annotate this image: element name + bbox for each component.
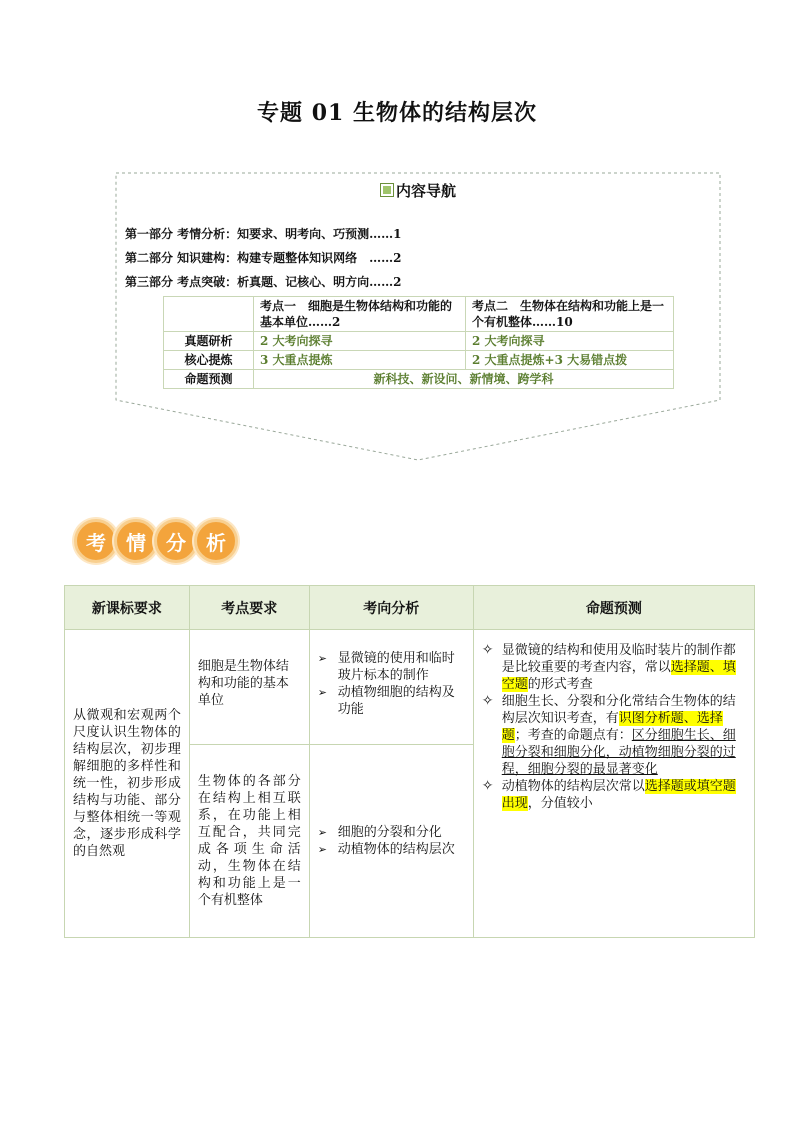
prediction-item: ✧ 动植物体的结构层次常以选择题或填空题出现，分值较小 (481, 778, 736, 811)
column-header: 新课标要求 (65, 586, 190, 630)
nav-part-1: 第一部分 考情分析：知要求、明考向、巧预测……1 (125, 227, 402, 241)
curriculum-standard: 从微观和宏观两个尺度认识生物体的结构层次，初步理解细胞的多样性和统一性，初步形成结构与功能、部分与整体相统一等观念，逐步形成科学的自然观 (65, 630, 190, 938)
list-item: ➢ 动植物体的结构层次 (317, 842, 455, 857)
prediction-item: ✧ 细胞生长、分裂和分化常结合生物体的结构层次知识考查，有识图分析题、选择题；考查的命题点有：区分细胞生长、细胞分裂和细胞分化，动植物细胞分裂的过程，细胞分裂的最显著变化 (481, 693, 736, 777)
list-item: ➢ 显微镜的使用和临时玻片标本的制作 (317, 651, 455, 683)
navigation-parts (125, 222, 402, 294)
nav-cell: 2 大重点提炼+3 大易错点拨 (466, 351, 674, 370)
direction-group-1 (309, 630, 473, 745)
nav-cell: 2 大考向探寻 (254, 332, 466, 351)
navigation-heading: 内容导航 (115, 180, 721, 201)
nav-cell: 2 大考向探寻 (466, 332, 674, 351)
nav-row-label: 真题研析 (164, 332, 254, 351)
nav-row-label: 命题预测 (164, 370, 254, 389)
key-point-2: 生物体的各部分在结构上相互联系，在功能上相互配合，共同完成各项生命活动，生物体在结构和功能上是一个有机整体 (189, 745, 309, 938)
column-header: 命题预测 (473, 586, 754, 630)
badge-char: 分 (154, 519, 198, 563)
nav-row-label: 核心提炼 (164, 351, 254, 370)
prediction-cell (473, 630, 754, 938)
book-icon (380, 183, 394, 197)
badge-char: 考 (74, 519, 118, 563)
list-item: ➢ 细胞的分裂和分化 (317, 825, 442, 840)
list-item: ➢ 动植物细胞的结构及功能 (317, 685, 455, 717)
analysis-table (64, 585, 755, 938)
badge-char: 析 (194, 519, 238, 563)
direction-group-2 (309, 745, 473, 938)
badge-char: 情 (114, 519, 158, 563)
navigation-table (163, 296, 674, 389)
column-header: 考点要求 (189, 586, 309, 630)
column-header: 考向分析 (309, 586, 473, 630)
nav-part-3: 第三部分 考点突破：析真题、记核心、明方向……2 (125, 275, 402, 289)
section-badge (74, 519, 234, 565)
nav-part-2: 第二部分 知识建构：构建专题整体知识网络 ……2 (125, 251, 402, 265)
page-title: 专题 01 生物体的结构层次 (257, 100, 537, 126)
nav-kp2: 考点二 生物体在结构和功能上是一个有机整体……10 (466, 297, 674, 332)
prediction-item: ✧ 显微镜的结构和使用及临时装片的制作都是比较重要的考查内容，常以选择题、填空题的形式考查 (481, 642, 736, 692)
key-point-1: 细胞是生物体结构和功能的基本单位 (189, 630, 309, 745)
nav-kp1: 考点一 细胞是生物体结构和功能的基本单位……2 (254, 297, 466, 332)
content-navigation-box (115, 172, 721, 462)
nav-table-corner (164, 297, 254, 332)
nav-cell: 3 大重点提炼 (254, 351, 466, 370)
nav-cell: 新科技、新设问、新情境、跨学科 (254, 370, 674, 389)
